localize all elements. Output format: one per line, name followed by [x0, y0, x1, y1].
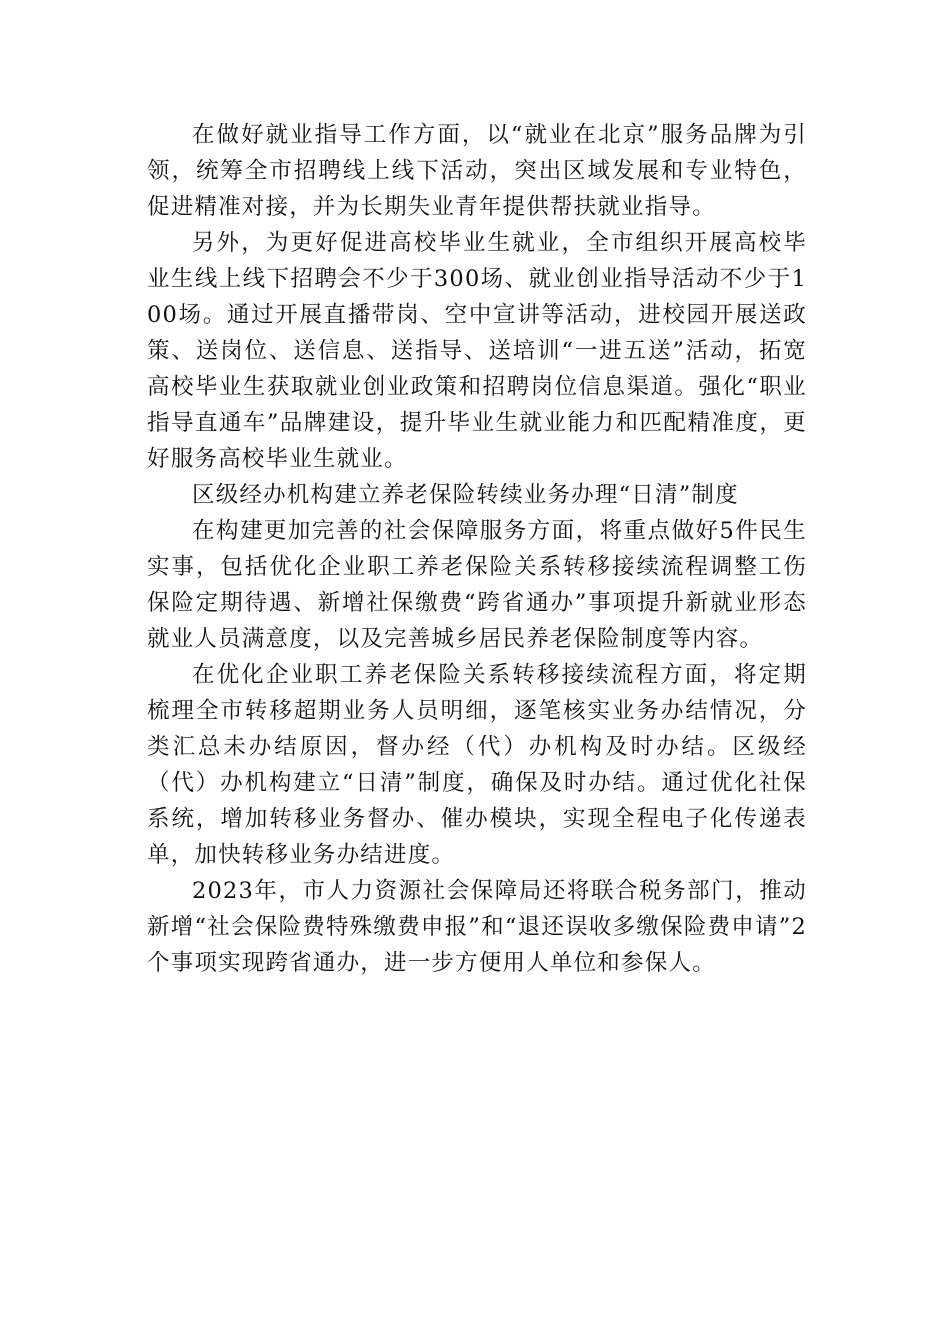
document-body	[147, 117, 807, 981]
section-heading-daily-clearance: 区级经办机构建立养老保险转续业务办理“日清”制度	[192, 482, 739, 508]
paragraph-graduate-employment: 另外，为更好促进高校毕业生就业，全市组织开展高校毕业生线上线下招聘会不少于300场、就业创业指导活动不少于100场。通过开展直播带岗、空中宣讲等活动，进校园开展送政策、送岗位、送信息、送指导、送培训“一进五送”活动，拓宽高校毕业生获取就业创业政策和招聘岗位信息渠道。强化“职业指导直通车”品牌建设，提升毕业生就业能力和匹配精准度，更好服务高校毕业生就业。	[147, 230, 807, 472]
paragraph-pension-transfer: 在优化企业职工养老保险关系转移接续流程方面，将定期梳理全市转移超期业务人员明细，逐笔核实业务办结情况，分类汇总未办结原因，督办经（代）办机构及时办结。区级经（代）办机构建立“日清”制度，确保及时办结。通过优化社保系统，增加转移业务督办、催办模块，实现全程电子化传递表单，加快转移业务办结进度。	[147, 662, 807, 868]
paragraph-employment-guidance: 在做好就业指导工作方面，以“就业在北京”服务品牌为引领，统筹全市招聘线上线下活动，突出区域发展和专业特色，促进精准对接，并为长期失业青年提供帮扶就业指导。	[147, 122, 807, 220]
paragraph-cross-province-services: 2023年，市人力资源社会保障局还将联合税务部门，推动新增“社会保险费特殊缴费申报”和“退还误收多缴保险费申请”2个事项实现跨省通办，进一步方便用人单位和参保人。	[147, 878, 807, 976]
paragraph-social-security-services: 在构建更加完善的社会保障服务方面，将重点做好5件民生实事，包括优化企业职工养老保险关系转移接续流程调整工伤保险定期待遇、新增社保缴费“跨省通办”事项提升新就业形态就业人员满意度，以及完善城乡居民养老保险制度等内容。	[147, 518, 807, 652]
